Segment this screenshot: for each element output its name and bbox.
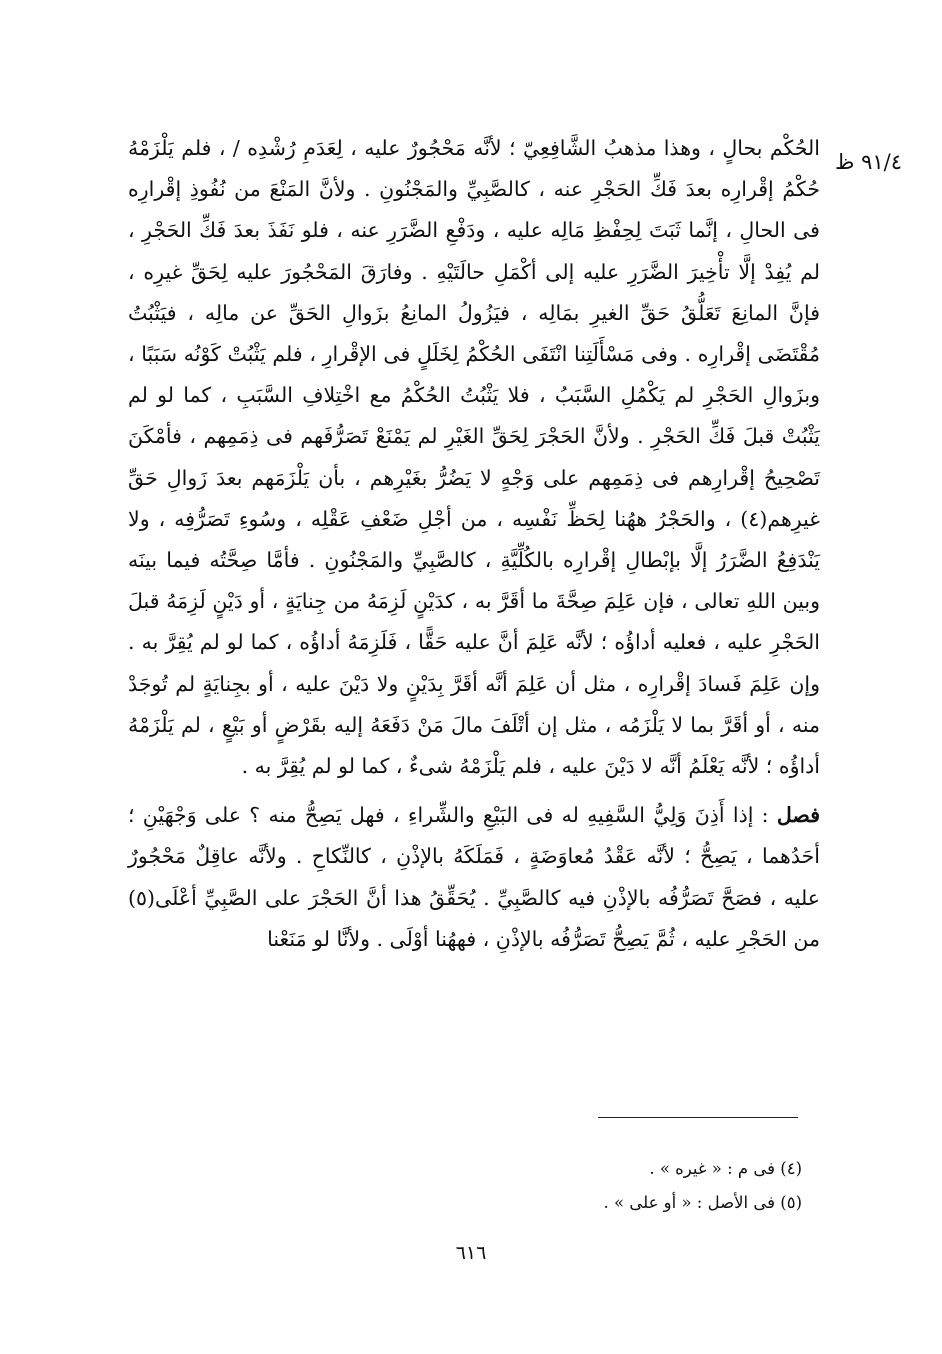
footnotes [380,1152,802,1220]
main-text [128,128,820,960]
margin-folio-note: ٩١/٤ ظ [834,150,902,174]
section-heading-fasl: فصل [776,803,820,828]
paragraph-2-text: : إذا أَذِنَ وَلِيُّ السَّفِيهِ له فى البَيْعِ والشِّراءِ ، فهل يَصِحُّ منه ؟ على وَجْهَيْنِ ؛ أحَدُهما ، يَصِحُّ ؛ لأنَّه عَقْدُ مُعاوَضَةٍ ، فَمَلَكَهُ بالإذْنِ ، كالنِّكاحِ . ولأنَّه عاقِلٌ مَحْجُورٌ عليه ، فصَحَّ تَصَرُّفُه بالإذْنِ فيه كالصَّبِيِّ . يُحَقِّقُ هذا أنَّ الحَجْرَ على الصَّبِيِّ أعْلَى(٥) من الحَجْرِ عليه ، ثُمَّ يَصِحُّ تَصَرُّفُه بالإذْنِ ، فههُنا أوْلَى . ولأنَّا لو مَنَعْنا [128,803,820,951]
footnote-divider [598,1117,798,1118]
footnote-4: (٤) فى م : « غيره » . [649,1159,802,1178]
page-number: ٦١٦ [455,1242,487,1264]
paragraph-1: الحُكْم بحالٍ ، وهذا مذهبُ الشَّافِعِيّ ؛ لأنَّه مَحْجُورٌ عليه ، لِعَدَمِ رُشْدِه / ، فلم يَلْزَمْهُ حُكْمُ إقْرارِه بعدَ فَكِّ الحَجْرِ عنه ، كالصَّبِيِّ والمَجْنُونِ . ولأنَّ المَنْعَ من نُفُوذِ إقْرارِه فى الحالِ ، إنَّما ثَبَتَ لِحِفْظِ مَالِه عليه ، ودَفْعِ الضَّرَرِ عنه ، فلو نَفَذَ بعدَ فَكِّ الحَجْرِ ، لم يُفِدْ إلَّا تأْخِيرَ الضَّرَرِ عليه إلى أكْمَلِ حالَتَيْهِ . وفارَقَ المَحْجُورَ عليه لِحَقِّ غيرِه ، فإنَّ المانِعَ تَعَلُّقُ حَقِّ الغيرِ بمَالِه ، فيَزُولُ المانِعُ بزَوالِ الحَقِّ عن مالِه ، فيَثْبُتُ مُقْتَضَى إقْرارِه . وفى مَسْأَلَتِنا انْتَفَى الحُكْمُ لِخَلَلٍ فى الإقْرارِ ، فلم يَثْبُتْ كَوْنُه سَبَبًا ، وبزَوالِ الحَجْرِ لم يَكْمُلِ السَّبَبُ ، فلا يَثْبُتُ الحُكْمُ مع اخْتِلافِ السَّبَبِ ، كما لو لم يَثْبُتْ قبلَ فَكِّ الحَجْرِ . ولأنَّ الحَجْرَ لِحَقِّ الغَيْرِ لم يَمْنَعْ تَصَرُّفَهم فى ذِمَمِهم ، فأمْكَنَ تَصْحِيحُ إقْرارِهم فى ذِمَمِهم على وَجْهٍ لا يَضُرُّ بغَيْرِهم ، بأن يَلْزَمَهم بعدَ زَوالِ حَقِّ غيرِهم(٤) ، والحَجْرُ ههُنا لِحَظِّ نَفْسِه ، من أجْلِ ضَعْفِ عَقْلِه ، وسُوءِ تَصَرُّفِه ، ولا يَنْدَفِعُ الضَّرَرُ إلَّا بإبْطالِ إقْرارِه بالكُلِّيَّةِ ، كالصَّبِيِّ والمَجْنُونِ . فأمَّا صِحَّتُه فيما بينَه وبين اللهِ تعالى ، فإن عَلِمَ صِحَّةَ ما أقَرَّ به ، كدَيْنٍ لَزِمَهُ من جِنايَةٍ ، أو دَيْنٍ لَزِمَهُ قبلَ الحَجْرِ عليه ، فعليه أداؤُه ؛ لأنَّه عَلِمَ أنَّ عليه حَقًّا ، فَلَزِمَهُ أداؤُه ، كما لو لم يُقِرَّ به . وإن عَلِمَ فَسادَ إقْرارِه ، مثل أن عَلِمَ أنَّه أقَرَّ بِدَيْنٍ ولا دَيْنَ عليه ، أو بجِنايَةٍ لم تُوجَدْ منه ، أو أقَرَّ بما لا يَلْزَمُه ، مثل إن أتْلَفَ مالَ مَنْ دَفَعَهُ إليه بقَرْضٍ أو بَيْعٍ ، لم يَلْزَمْهُ أداؤُه ؛ لأنَّه يَعْلَمُ أنَّه لا دَيْنَ عليه ، فلم يَلْزَمْهُ شىءٌ ، كما لو لم يُقِرَّ به . [128,136,820,779]
footnote-5: (٥) فى الأصل : « أو على » . [603,1193,802,1212]
paragraph-2 [128,795,820,960]
